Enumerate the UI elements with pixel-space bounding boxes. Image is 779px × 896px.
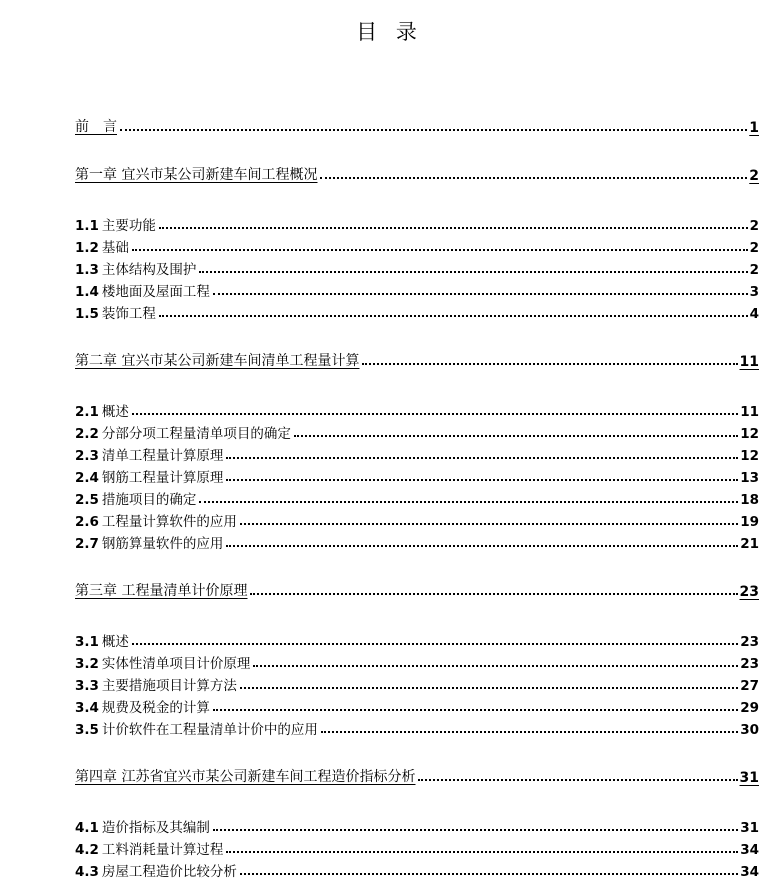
toc-section-number: 2.2 xyxy=(75,426,99,442)
toc-leader-dots xyxy=(132,642,738,645)
toc-entry-2-7[interactable] xyxy=(75,532,759,552)
toc-entry-text: 第一章 宜兴市某公司新建车间工程概况 xyxy=(75,167,318,183)
toc-entry-3-3[interactable] xyxy=(75,674,759,694)
toc-leader-dots xyxy=(418,778,737,781)
toc-page-number: 18 xyxy=(740,492,759,508)
toc-leader-dots xyxy=(294,434,738,437)
toc-leader-dots xyxy=(240,686,738,689)
toc-page-number: 3 xyxy=(749,284,759,300)
toc-page-number: 2 xyxy=(749,240,759,256)
toc-section-number: 4.3 xyxy=(75,864,99,880)
toc-entry-chapter-2[interactable] xyxy=(75,350,759,370)
toc-leader-dots xyxy=(226,850,738,853)
toc-leader-dots xyxy=(320,176,747,179)
toc-entry-text: 造价指标及其编制 xyxy=(101,820,210,836)
toc-entry-text: 房屋工程造价比较分析 xyxy=(101,864,237,880)
toc-entry-text: 措施项目的确定 xyxy=(101,492,197,508)
toc-leader-dots xyxy=(159,314,748,317)
toc-entry-1-5[interactable] xyxy=(75,302,759,322)
toc-entry-1-1[interactable] xyxy=(75,214,759,234)
toc-leader-dots xyxy=(199,270,747,273)
toc-entry-text: 主体结构及围护 xyxy=(101,262,197,278)
toc-entry-text: 工料消耗量计算过程 xyxy=(101,842,224,858)
toc-page-number: 34 xyxy=(740,864,759,880)
toc-entry-3-4[interactable] xyxy=(75,696,759,716)
toc-page-number: 1 xyxy=(749,120,759,136)
toc-page-number: 21 xyxy=(740,536,759,552)
toc-section-number: 2.6 xyxy=(75,514,99,530)
toc-page-number: 23 xyxy=(740,634,759,650)
toc-section-number: 4.2 xyxy=(75,842,99,858)
toc-entry-text: 第二章 宜兴市某公司新建车间清单工程量计算 xyxy=(75,353,360,369)
toc-section-number: 1.3 xyxy=(75,262,99,278)
toc-entry-3-1[interactable] xyxy=(75,630,759,650)
toc-entry-text: 主要功能 xyxy=(101,218,156,234)
toc-entry-text: 概述 xyxy=(101,404,129,420)
toc-entry-4-3[interactable] xyxy=(75,860,759,880)
toc-page-number: 13 xyxy=(740,470,759,486)
toc-entry-3-5[interactable] xyxy=(75,718,759,738)
toc-entry-text: 分部分项工程量清单项目的确定 xyxy=(101,426,291,442)
toc-leader-dots xyxy=(226,456,738,459)
toc-entry-2-3[interactable] xyxy=(75,444,759,464)
toc-entry-chapter-1[interactable] xyxy=(75,164,759,184)
toc-page-number: 2 xyxy=(749,168,759,184)
toc-entry-text: 工程量计算软件的应用 xyxy=(101,514,237,530)
toc-entry-4-2[interactable] xyxy=(75,838,759,858)
toc-leader-dots xyxy=(199,500,738,503)
toc-entry-chapter-3[interactable] xyxy=(75,580,759,600)
toc-page-number: 31 xyxy=(739,770,759,786)
toc-leader-dots xyxy=(213,708,738,711)
toc-entry-text: 第三章 工程量清单计价原理 xyxy=(75,583,248,599)
toc-entry-1-4[interactable] xyxy=(75,280,759,300)
toc-page-number: 29 xyxy=(740,700,759,716)
toc-leader-dots xyxy=(226,544,738,547)
toc-entry-text: 钢筋工程量计算原理 xyxy=(101,470,224,486)
toc-entry-2-2[interactable] xyxy=(75,422,759,442)
toc-page-number: 12 xyxy=(740,448,759,464)
toc-page-number: 30 xyxy=(740,722,759,738)
toc-entry-3-2[interactable] xyxy=(75,652,759,672)
toc-entry-2-5[interactable] xyxy=(75,488,759,508)
toc-entry-2-1[interactable] xyxy=(75,400,759,420)
toc-leader-dots xyxy=(362,362,737,365)
toc-section-number: 2.4 xyxy=(75,470,99,486)
toc-leader-dots xyxy=(132,248,748,251)
toc-page-number: 31 xyxy=(740,820,759,836)
toc-leader-dots xyxy=(253,664,738,667)
toc-entry-text: 基础 xyxy=(101,240,129,256)
toc-entry-text: 计价软件在工程量清单计价中的应用 xyxy=(101,722,318,738)
toc-leader-dots xyxy=(226,478,738,481)
toc-entry-2-4[interactable] xyxy=(75,466,759,486)
toc-section-number: 2.7 xyxy=(75,536,99,552)
toc-entry-text: 装饰工程 xyxy=(101,306,156,322)
toc-entry-text: 实体性清单项目计价原理 xyxy=(101,656,251,672)
toc-page-number: 12 xyxy=(740,426,759,442)
toc-section-number: 2.1 xyxy=(75,404,99,420)
toc-section-number: 2.3 xyxy=(75,448,99,464)
toc-section-number: 4.1 xyxy=(75,820,99,836)
toc-section-number: 3.1 xyxy=(75,634,99,650)
toc-section-number: 1.1 xyxy=(75,218,99,234)
toc-page-number: 4 xyxy=(749,306,759,322)
toc-entry-text: 主要措施项目计算方法 xyxy=(101,678,237,694)
toc-section-number: 3.4 xyxy=(75,700,99,716)
toc-page-number: 27 xyxy=(740,678,759,694)
toc-entry-1-3[interactable] xyxy=(75,258,759,278)
toc-leader-dots xyxy=(132,412,738,415)
toc-entry-text: 清单工程量计算原理 xyxy=(101,448,224,464)
toc-section-number: 3.3 xyxy=(75,678,99,694)
toc-leader-dots xyxy=(240,522,738,525)
toc-leader-dots xyxy=(321,730,738,733)
toc-page-number: 2 xyxy=(749,218,759,234)
toc-entry-4-1[interactable] xyxy=(75,816,759,836)
toc-entry-preface[interactable] xyxy=(75,116,759,136)
toc-page-number: 11 xyxy=(740,404,759,420)
toc-section-number: 1.2 xyxy=(75,240,99,256)
page-title: 目 录 xyxy=(356,20,423,44)
toc-leader-dots xyxy=(159,226,748,229)
toc-section-number: 1.4 xyxy=(75,284,99,300)
toc-section-number: 1.5 xyxy=(75,306,99,322)
toc-section-number: 3.5 xyxy=(75,722,99,738)
toc-entry-1-2[interactable] xyxy=(75,236,759,256)
toc-entry-2-6[interactable] xyxy=(75,510,759,530)
toc-section-number: 2.5 xyxy=(75,492,99,508)
toc-leader-dots xyxy=(213,292,748,295)
toc-leader-dots xyxy=(240,872,738,875)
toc-page-number: 11 xyxy=(739,354,759,370)
toc-leader-dots xyxy=(213,828,738,831)
toc-entry-text: 第四章 江苏省宜兴市某公司新建车间工程造价指标分析 xyxy=(75,769,416,785)
toc-page-number: 34 xyxy=(740,842,759,858)
toc-page-number: 23 xyxy=(739,584,759,600)
toc-leader-dots xyxy=(250,592,737,595)
toc-section-number: 3.2 xyxy=(75,656,99,672)
toc-entry-text: 规费及税金的计算 xyxy=(101,700,210,716)
toc-entry-text: 钢筋算量软件的应用 xyxy=(101,536,224,552)
toc-entry-text: 前 言 xyxy=(75,119,117,135)
toc-entry-chapter-4[interactable] xyxy=(75,766,759,786)
toc-page-number: 19 xyxy=(740,514,759,530)
toc-entry-text: 概述 xyxy=(101,634,129,650)
toc-entry-text: 楼地面及屋面工程 xyxy=(101,284,210,300)
toc-leader-dots xyxy=(120,128,747,131)
toc-page-number: 2 xyxy=(749,262,759,278)
toc-page-number: 23 xyxy=(740,656,759,672)
